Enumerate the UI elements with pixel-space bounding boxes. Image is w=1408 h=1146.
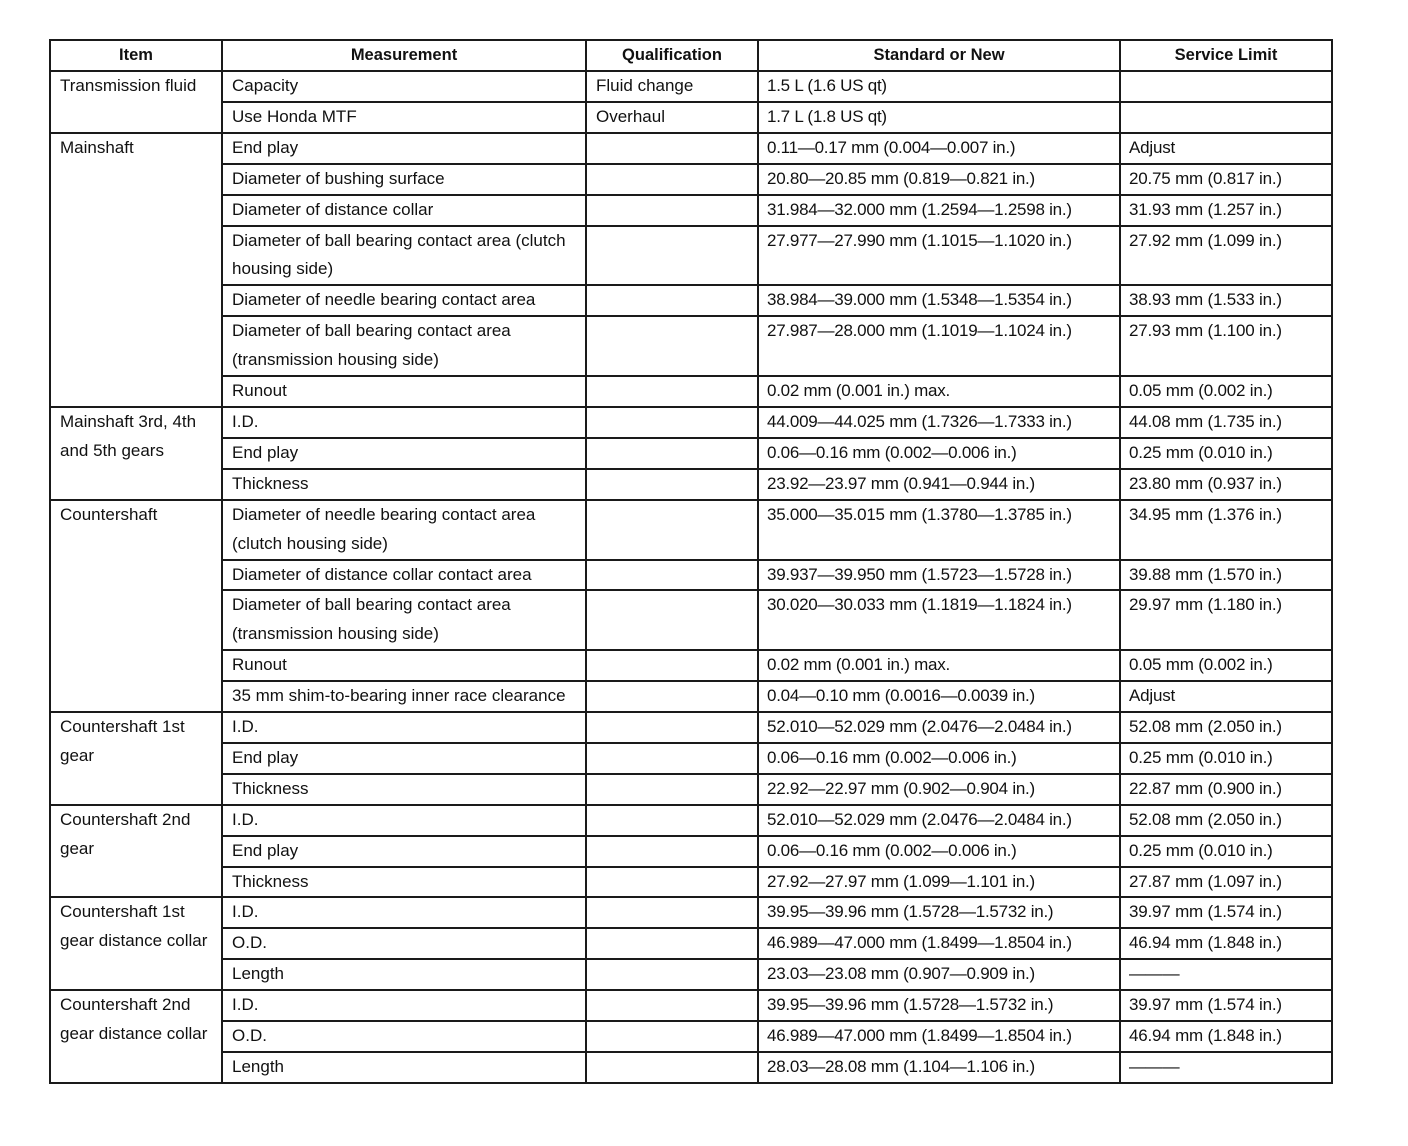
table-row: [50, 805, 1332, 836]
measurement-cell: End play: [222, 836, 586, 867]
qualification-cell: [586, 560, 758, 591]
table-row: [50, 928, 1332, 959]
standard-cell: 0.06—0.16 mm (0.002—0.006 in.): [758, 438, 1120, 469]
qualification-cell: [586, 681, 758, 712]
service-limit-cell: 44.08 mm (1.735 in.): [1120, 407, 1332, 438]
table-row: [50, 133, 1332, 164]
table-row: [50, 226, 1332, 286]
qualification-cell: [586, 990, 758, 1021]
qualification-cell: [586, 195, 758, 226]
standard-cell: 0.02 mm (0.001 in.) max.: [758, 376, 1120, 407]
service-limit-cell: [1120, 102, 1332, 133]
service-limit-cell: Adjust: [1120, 133, 1332, 164]
header-qualification: Qualification: [586, 40, 758, 71]
qualification-cell: [586, 407, 758, 438]
service-limit-cell: 0.05 mm (0.002 in.): [1120, 650, 1332, 681]
service-limit-cell: 0.25 mm (0.010 in.): [1120, 438, 1332, 469]
service-limit-cell: 27.92 mm (1.099 in.): [1120, 226, 1332, 286]
table-row: [50, 867, 1332, 898]
service-limit-cell: 27.87 mm (1.097 in.): [1120, 867, 1332, 898]
measurement-cell: Thickness: [222, 774, 586, 805]
specifications-table: [49, 39, 1333, 1084]
standard-cell: 35.000—35.015 mm (1.3780—1.3785 in.): [758, 500, 1120, 560]
service-limit-cell: 38.93 mm (1.533 in.): [1120, 285, 1332, 316]
measurement-cell: Use Honda MTF: [222, 102, 586, 133]
table-row: [50, 590, 1332, 650]
standard-cell: 1.5 L (1.6 US qt): [758, 71, 1120, 102]
table-row: [50, 316, 1332, 376]
measurement-cell: Runout: [222, 376, 586, 407]
item-cell: Countershaft 1st gear distance collar: [50, 897, 222, 990]
table-row: [50, 712, 1332, 743]
qualification-cell: [586, 500, 758, 560]
table-row: [50, 1052, 1332, 1083]
header-row: [50, 40, 1332, 71]
table-row: [50, 285, 1332, 316]
table-row: [50, 897, 1332, 928]
qualification-cell: [586, 590, 758, 650]
service-limit-cell: 39.97 mm (1.574 in.): [1120, 990, 1332, 1021]
header-measurement: Measurement: [222, 40, 586, 71]
measurement-cell: Diameter of needle bearing contact area (clutch housing side): [222, 500, 586, 560]
measurement-cell: Capacity: [222, 71, 586, 102]
service-limit-cell: 34.95 mm (1.376 in.): [1120, 500, 1332, 560]
table-row: [50, 774, 1332, 805]
standard-cell: 52.010—52.029 mm (2.0476—2.0484 in.): [758, 805, 1120, 836]
qualification-cell: Fluid change: [586, 71, 758, 102]
service-limit-cell: 20.75 mm (0.817 in.): [1120, 164, 1332, 195]
qualification-cell: [586, 928, 758, 959]
item-cell: Mainshaft: [50, 133, 222, 407]
service-limit-cell: 0.25 mm (0.010 in.): [1120, 743, 1332, 774]
header-standard: Standard or New: [758, 40, 1120, 71]
item-cell: Countershaft 1st gear: [50, 712, 222, 805]
measurement-cell: Thickness: [222, 867, 586, 898]
table-header: [50, 40, 1332, 71]
table-row: [50, 102, 1332, 133]
item-cell: Mainshaft 3rd, 4th and 5th gears: [50, 407, 222, 500]
measurement-cell: Diameter of ball bearing contact area (transmission housing side): [222, 316, 586, 376]
qualification-cell: [586, 1021, 758, 1052]
standard-cell: 22.92—22.97 mm (0.902—0.904 in.): [758, 774, 1120, 805]
standard-cell: 23.03—23.08 mm (0.907—0.909 in.): [758, 959, 1120, 990]
qualification-cell: [586, 959, 758, 990]
qualification-cell: [586, 164, 758, 195]
table-row: [50, 71, 1332, 102]
standard-cell: 0.04—0.10 mm (0.0016—0.0039 in.): [758, 681, 1120, 712]
measurement-cell: O.D.: [222, 1021, 586, 1052]
table-row: [50, 681, 1332, 712]
table-row: [50, 990, 1332, 1021]
service-limit-cell: 31.93 mm (1.257 in.): [1120, 195, 1332, 226]
qualification-cell: [586, 469, 758, 500]
measurement-cell: Length: [222, 959, 586, 990]
measurement-cell: Diameter of ball bearing contact area (clutch housing side): [222, 226, 586, 286]
qualification-cell: [586, 650, 758, 681]
measurement-cell: Length: [222, 1052, 586, 1083]
measurement-cell: I.D.: [222, 897, 586, 928]
qualification-cell: [586, 867, 758, 898]
table-row: [50, 500, 1332, 560]
table-row: [50, 836, 1332, 867]
qualification-cell: [586, 897, 758, 928]
item-cell: Countershaft 2nd gear distance collar: [50, 990, 222, 1083]
service-limit-cell: 27.93 mm (1.100 in.): [1120, 316, 1332, 376]
standard-cell: 20.80—20.85 mm (0.819—0.821 in.): [758, 164, 1120, 195]
measurement-cell: Diameter of ball bearing contact area (transmission housing side): [222, 590, 586, 650]
table-row: [50, 469, 1332, 500]
service-limit-cell: 52.08 mm (2.050 in.): [1120, 712, 1332, 743]
header-service-limit: Service Limit: [1120, 40, 1332, 71]
table-row: [50, 743, 1332, 774]
standard-cell: 0.02 mm (0.001 in.) max.: [758, 650, 1120, 681]
standard-cell: 39.95—39.96 mm (1.5728—1.5732 in.): [758, 897, 1120, 928]
service-limit-cell: 39.88 mm (1.570 in.): [1120, 560, 1332, 591]
standard-cell: 0.11—0.17 mm (0.004—0.007 in.): [758, 133, 1120, 164]
service-limit-cell: 52.08 mm (2.050 in.): [1120, 805, 1332, 836]
table-row: [50, 407, 1332, 438]
measurement-cell: I.D.: [222, 712, 586, 743]
measurement-cell: 35 mm shim-to-bearing inner race clearance: [222, 681, 586, 712]
measurement-cell: I.D.: [222, 990, 586, 1021]
measurement-cell: Diameter of distance collar: [222, 195, 586, 226]
service-limit-cell: 22.87 mm (0.900 in.): [1120, 774, 1332, 805]
header-item: Item: [50, 40, 222, 71]
standard-cell: 1.7 L (1.8 US qt): [758, 102, 1120, 133]
service-limit-cell: 46.94 mm (1.848 in.): [1120, 1021, 1332, 1052]
qualification-cell: [586, 712, 758, 743]
measurement-cell: I.D.: [222, 407, 586, 438]
qualification-cell: [586, 316, 758, 376]
service-limit-cell: 39.97 mm (1.574 in.): [1120, 897, 1332, 928]
standard-cell: 30.020—30.033 mm (1.1819—1.1824 in.): [758, 590, 1120, 650]
qualification-cell: [586, 774, 758, 805]
standard-cell: 44.009—44.025 mm (1.7326—1.7333 in.): [758, 407, 1120, 438]
measurement-cell: O.D.: [222, 928, 586, 959]
service-limit-cell: 46.94 mm (1.848 in.): [1120, 928, 1332, 959]
service-limit-cell: ———: [1120, 959, 1332, 990]
service-limit-cell: [1120, 71, 1332, 102]
qualification-cell: [586, 1052, 758, 1083]
qualification-cell: [586, 133, 758, 164]
measurement-cell: Thickness: [222, 469, 586, 500]
qualification-cell: [586, 285, 758, 316]
qualification-cell: [586, 836, 758, 867]
table-row: [50, 195, 1332, 226]
table-row: [50, 438, 1332, 469]
standard-cell: 0.06—0.16 mm (0.002—0.006 in.): [758, 836, 1120, 867]
measurement-cell: Runout: [222, 650, 586, 681]
table-body: [50, 71, 1332, 1083]
measurement-cell: End play: [222, 133, 586, 164]
standard-cell: 39.937—39.950 mm (1.5723—1.5728 in.): [758, 560, 1120, 591]
service-limit-cell: 0.25 mm (0.010 in.): [1120, 836, 1332, 867]
measurement-cell: I.D.: [222, 805, 586, 836]
service-limit-cell: Adjust: [1120, 681, 1332, 712]
standard-cell: 23.92—23.97 mm (0.941—0.944 in.): [758, 469, 1120, 500]
service-limit-cell: 0.05 mm (0.002 in.): [1120, 376, 1332, 407]
table-row: [50, 1021, 1332, 1052]
standard-cell: 27.977—27.990 mm (1.1015—1.1020 in.): [758, 226, 1120, 286]
standard-cell: 39.95—39.96 mm (1.5728—1.5732 in.): [758, 990, 1120, 1021]
qualification-cell: [586, 743, 758, 774]
measurement-cell: Diameter of bushing surface: [222, 164, 586, 195]
standard-cell: 27.92—27.97 mm (1.099—1.101 in.): [758, 867, 1120, 898]
service-limit-cell: ———: [1120, 1052, 1332, 1083]
standard-cell: 46.989—47.000 mm (1.8499—1.8504 in.): [758, 928, 1120, 959]
service-limit-cell: 29.97 mm (1.180 in.): [1120, 590, 1332, 650]
table-row: [50, 164, 1332, 195]
qualification-cell: Overhaul: [586, 102, 758, 133]
table-row: [50, 650, 1332, 681]
standard-cell: 27.987—28.000 mm (1.1019—1.1024 in.): [758, 316, 1120, 376]
service-limit-cell: 23.80 mm (0.937 in.): [1120, 469, 1332, 500]
standard-cell: 0.06—0.16 mm (0.002—0.006 in.): [758, 743, 1120, 774]
standard-cell: 38.984—39.000 mm (1.5348—1.5354 in.): [758, 285, 1120, 316]
measurement-cell: Diameter of distance collar contact area: [222, 560, 586, 591]
standard-cell: 31.984—32.000 mm (1.2594—1.2598 in.): [758, 195, 1120, 226]
standard-cell: 28.03—28.08 mm (1.104—1.106 in.): [758, 1052, 1120, 1083]
measurement-cell: Diameter of needle bearing contact area: [222, 285, 586, 316]
qualification-cell: [586, 376, 758, 407]
table-row: [50, 376, 1332, 407]
qualification-cell: [586, 438, 758, 469]
standard-cell: 52.010—52.029 mm (2.0476—2.0484 in.): [758, 712, 1120, 743]
item-cell: Countershaft 2nd gear: [50, 805, 222, 898]
qualification-cell: [586, 226, 758, 286]
measurement-cell: End play: [222, 743, 586, 774]
item-cell: Transmission fluid: [50, 71, 222, 133]
item-cell: Countershaft: [50, 500, 222, 712]
table-row: [50, 560, 1332, 591]
qualification-cell: [586, 805, 758, 836]
standard-cell: 46.989—47.000 mm (1.8499—1.8504 in.): [758, 1021, 1120, 1052]
table-row: [50, 959, 1332, 990]
measurement-cell: End play: [222, 438, 586, 469]
